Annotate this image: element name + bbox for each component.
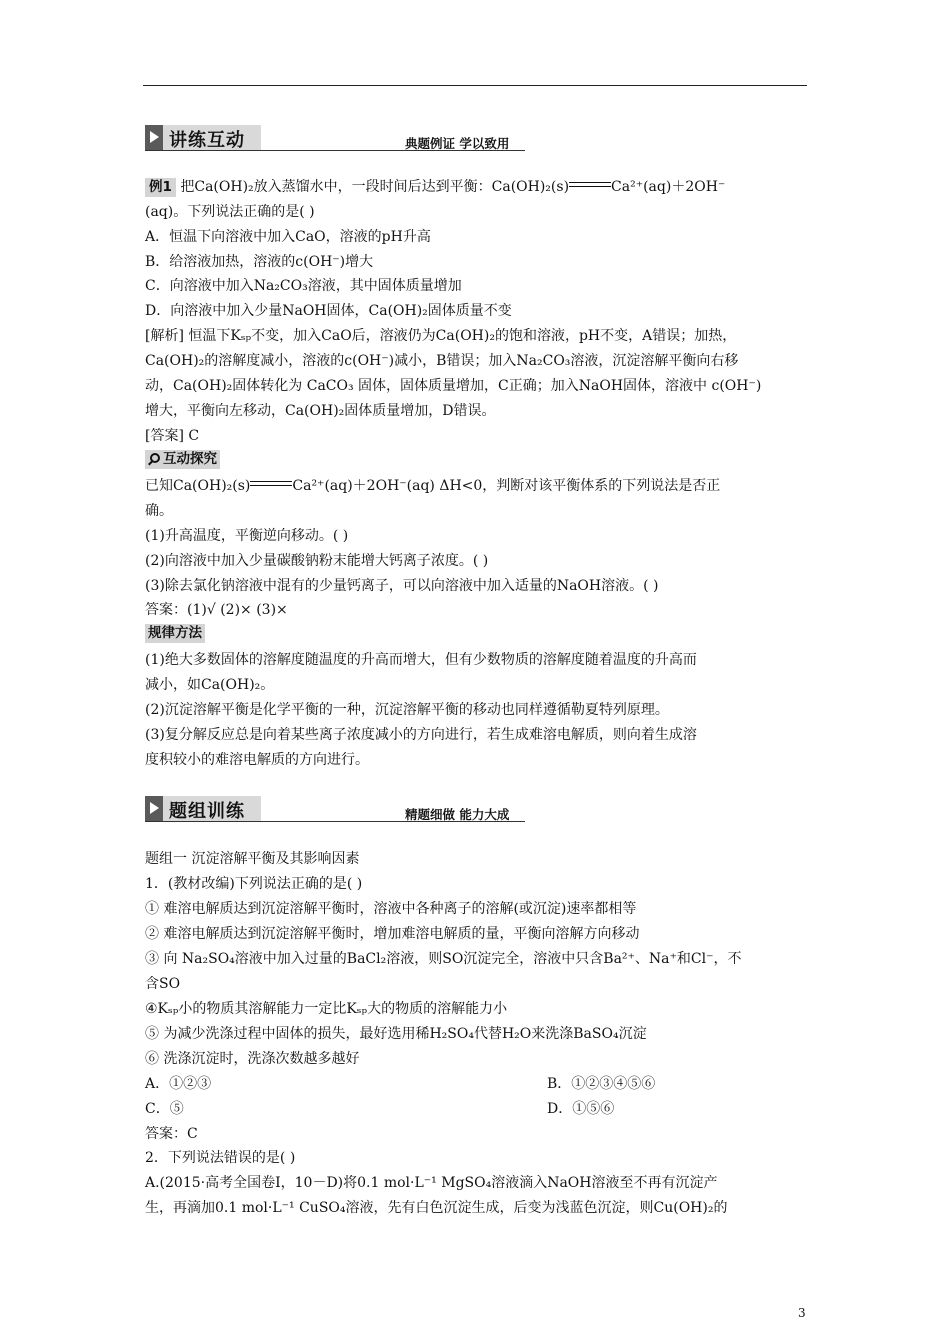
answer-line: [答案] C <box>145 428 200 444</box>
method-line: 度积较小的难溶电解质的方向进行。 <box>145 752 369 768</box>
question-2-line: A.(2015·高考全国卷Ⅰ，10－D)将0.1 mol·L⁻¹ MgSO₄溶液滴入NaOH溶液至不再有沉淀产 <box>145 1175 718 1191</box>
analysis-line: 动，Ca(OH)₂固体转化为 CaCO₃ 固体，固体质量增加，C正确；加入NaOH固体，溶液中 c(OH⁻) <box>145 378 762 394</box>
statement: ⑥ 洗涤沉淀时，洗涤次数越多越好 <box>145 1051 360 1067</box>
method-line: (2)沉淀溶解平衡是化学平衡的一种，沉淀溶解平衡的移动也同样遵循勒夏特列原理。 <box>145 702 669 718</box>
analysis-line: Ca(OH)₂的溶解度减小，溶液的c(OH⁻)减小，B错误；加入Na₂CO₃溶液，沉淀溶解平衡向右移 <box>145 353 739 369</box>
option-d: D．①⑤⑥ <box>547 1101 615 1117</box>
explore-question: (3)除去氯化钠溶液中混有的少量钙离子，可以向溶液中加入适量的NaOH溶液。( ) <box>145 578 659 594</box>
section-title: 讲练互动 <box>169 130 245 151</box>
option-c: C．⑤ <box>145 1101 184 1117</box>
explore-question: (2)向溶液中加入少量碳酸钠粉末能增大钙离子浓度。( ) <box>145 553 489 569</box>
method-line: 减小，如Ca(OH)₂。 <box>145 677 275 693</box>
statement: ⑤ 为减少洗涤过程中固体的损失，最好选用稀H₂SO₄代替H₂O来洗涤BaSO₄沉淀 <box>145 1026 647 1042</box>
section-title: 题组训练 <box>169 801 245 822</box>
statement: 含SO <box>145 976 181 992</box>
options-row <box>145 1074 745 1094</box>
option-c: C．向溶液中加入Na₂CO₃溶液，其中固体质量增加 <box>145 278 462 294</box>
equilibrium-arrow-icon <box>569 180 611 190</box>
options-row <box>145 1099 745 1119</box>
explore-line-2: 确。 <box>145 503 173 519</box>
example-line-1: 例1 把Ca(OH)₂放入蒸馏水中，一段时间后达到平衡：Ca(OH)₂(s) Ca²⁺(aq)＋2OH⁻ <box>145 177 725 197</box>
explore-answer: 答案：(1)√ (2)× (3)× <box>145 602 288 618</box>
method-line: (1)绝大多数固体的溶解度随温度的升高而增大，但有少数物质的溶解度随着温度的升高而 <box>145 652 697 668</box>
example-tag: 例1 <box>145 178 176 197</box>
method-line: (3)复分解反应总是向着某些离子浓度减小的方向进行，若生成难溶电解质，则向着生成溶 <box>145 727 697 743</box>
section-banner-practice <box>145 125 261 150</box>
analysis-line: [解析] 恒温下Kₛₚ不变，加入CaO后，溶液仍为Ca(OH)₂的饱和溶液，pH不变，A错误；加热， <box>145 328 737 344</box>
option-a: A．①②③ <box>145 1076 212 1092</box>
play-triangle-icon <box>145 125 163 150</box>
magnifier-icon <box>148 453 159 464</box>
statement: ② 难溶电解质达到沉淀溶解平衡时，增加难溶电解质的量，平衡向溶解方向移动 <box>145 926 640 942</box>
explore-question: (1)升高温度，平衡逆向移动。( ) <box>145 528 349 544</box>
statement: ③ 向 Na₂SO₄溶液中加入过量的BaCl₂溶液，则SO沉淀完全，溶液中只含Ba²⁺、Na⁺和Cl⁻，不 <box>145 951 742 967</box>
question-2: 2．下列说法错误的是( ) <box>145 1150 296 1166</box>
example-line-2: (aq)。下列说法正确的是( ) <box>145 204 315 220</box>
equilibrium-arrow-icon <box>250 479 292 489</box>
question-2-line: 生，再滴加0.1 mol·L⁻¹ CuSO₄溶液，先有白色沉淀生成，后变为浅蓝色沉淀，则Cu(OH)₂的 <box>145 1200 728 1216</box>
method-tag: 规律方法 <box>145 624 205 643</box>
section-banner-training <box>145 796 261 821</box>
analysis-line: 增大，平衡向左移动，Ca(OH)₂固体质量增加，D错误。 <box>145 403 496 419</box>
explore-tag: 互动探究 <box>145 450 220 469</box>
option-a: A．恒温下向溶液中加入CaO，溶液的pH升高 <box>145 229 431 245</box>
explore-line-1: 已知Ca(OH)₂(s) Ca²⁺(aq)＋2OH⁻(aq) ΔH<0，判断对该平衡体系的下列说法是否正 <box>145 478 721 494</box>
question-1: 1．(教材改编)下列说法正确的是( ) <box>145 876 363 892</box>
statement: ① 难溶电解质达到沉淀溶解平衡时，溶液中各种离子的溶解(或沉淀)速率都相等 <box>145 901 637 917</box>
option-b: B．①②③④⑤⑥ <box>547 1076 656 1092</box>
answer-line: 答案：C <box>145 1126 198 1142</box>
page-number: 3 <box>798 1306 806 1320</box>
section-subtitle: 精题细做 能力大成 <box>405 807 510 822</box>
option-d: D．向溶液中加入少量NaOH固体，Ca(OH)₂固体质量不变 <box>145 303 512 319</box>
statement: ④Kₛₚ小的物质其溶解能力一定比Kₛₚ大的物质的溶解能力小 <box>145 1001 508 1017</box>
play-triangle-icon <box>145 796 163 821</box>
section-subtitle: 典题例证 学以致用 <box>405 136 510 151</box>
group-heading: 题组一 沉淀溶解平衡及其影响因素 <box>145 851 360 867</box>
option-b: B．给溶液加热，溶液的c(OH⁻)增大 <box>145 254 374 270</box>
top-rule <box>143 85 807 86</box>
